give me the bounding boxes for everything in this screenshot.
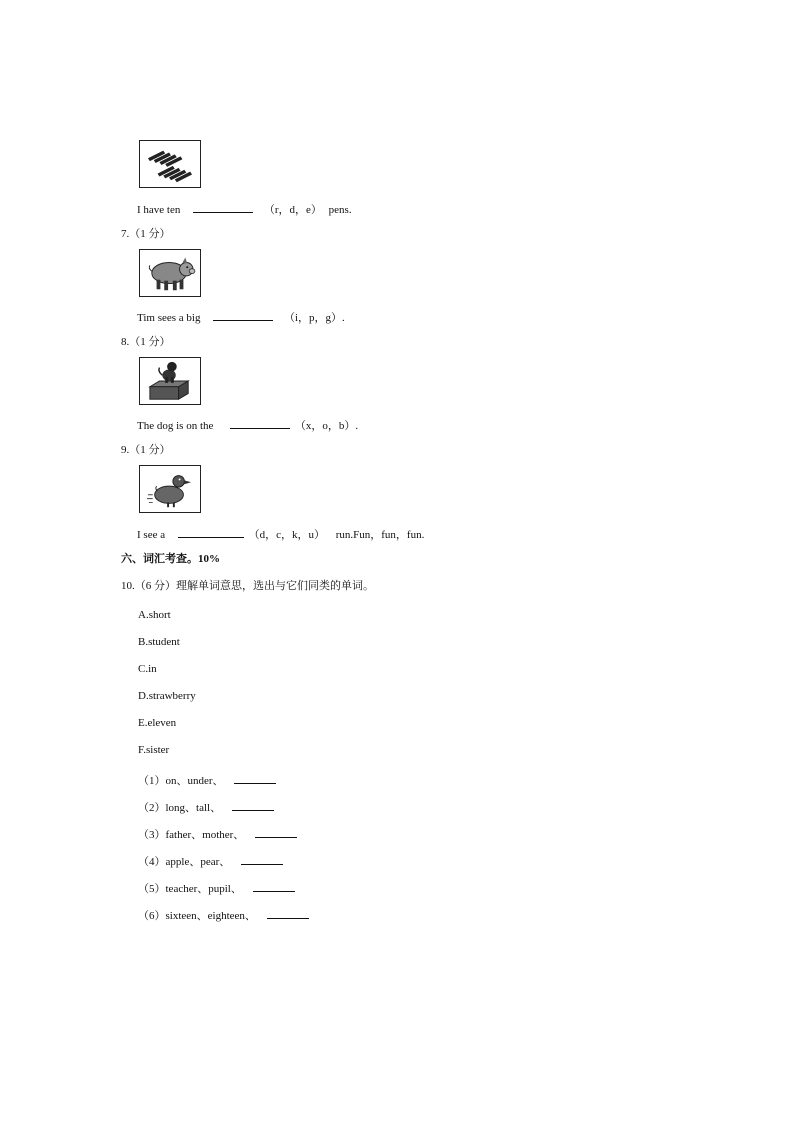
q10-item-1-text: （1）on、under、 xyxy=(138,775,224,787)
q10-item-3 xyxy=(138,825,297,842)
q10-item-5 xyxy=(138,879,295,896)
q7-number: 7.（1 分） xyxy=(121,228,171,240)
q8-number: 8.（1 分） xyxy=(121,336,171,348)
duck-picture xyxy=(139,465,201,513)
pig-picture xyxy=(139,249,201,297)
q6-answer-blank[interactable] xyxy=(193,200,253,213)
q7-hint: （i，p，g）. xyxy=(283,312,345,324)
q10-item-5-text: （5）teacher、pupil、 xyxy=(138,883,242,895)
q9-hint: （d，c，k，u） xyxy=(248,529,325,541)
q6-sentence-end: pens. xyxy=(328,204,352,216)
q10-item-2-text: （2）long、tall、 xyxy=(138,802,222,814)
q6-sentence xyxy=(137,200,352,217)
q8-answer-blank[interactable] xyxy=(230,416,290,429)
q10-number: 10.（6 分）理解单词意思，选出与它们同类的单词。 xyxy=(121,580,374,592)
pig-icon xyxy=(140,250,200,296)
dog-on-box-icon xyxy=(140,358,200,404)
q6-sentence-start: I have ten xyxy=(137,204,181,216)
q6-hint: （r，d，e） xyxy=(263,204,322,216)
q10-item-5-blank[interactable] xyxy=(253,879,295,892)
section-6-title: 六、词汇考查。10% xyxy=(121,553,220,565)
q7-sentence-start: Tim sees a big xyxy=(137,312,201,324)
q7-answer-blank[interactable] xyxy=(213,308,273,321)
duck-icon xyxy=(140,466,200,512)
q10-option-a: A.short xyxy=(138,609,171,621)
q9-sentence xyxy=(137,525,424,542)
q10-item-4-text: （4）apple、pear、 xyxy=(138,856,231,868)
q8-hint: （x，o，b）. xyxy=(294,420,359,432)
q10-item-2 xyxy=(138,798,274,815)
q10-item-1-blank[interactable] xyxy=(234,771,276,784)
dog-on-box-picture xyxy=(139,357,201,405)
q10-option-d: D.strawberry xyxy=(138,690,196,702)
q9-sentence-end: run.Fun，fun，fun. xyxy=(335,529,425,541)
q9-number: 9.（1 分） xyxy=(121,444,171,456)
q10-item-3-text: （3）father、mother、 xyxy=(138,829,245,841)
pencils-icon xyxy=(140,141,200,187)
q9-answer-blank[interactable] xyxy=(178,525,244,538)
q8-sentence-start: The dog is on the xyxy=(137,420,214,432)
q10-item-2-blank[interactable] xyxy=(232,798,274,811)
q10-item-6-text: （6）sixteen、eighteen、 xyxy=(138,910,256,922)
q8-sentence xyxy=(137,416,358,433)
q10-item-1 xyxy=(138,771,276,788)
q10-item-4-blank[interactable] xyxy=(241,852,283,865)
q10-option-b: B.student xyxy=(138,636,180,648)
q10-option-e: E.eleven xyxy=(138,717,177,729)
q7-sentence xyxy=(137,308,345,325)
q10-item-3-blank[interactable] xyxy=(255,825,297,838)
q10-item-6 xyxy=(138,906,309,923)
q10-option-c: C.in xyxy=(138,663,157,675)
pencils-picture xyxy=(139,140,201,188)
q10-option-f: F.sister xyxy=(138,744,170,756)
q10-item-6-blank[interactable] xyxy=(267,906,309,919)
q10-item-4 xyxy=(138,852,283,869)
q9-sentence-start: I see a xyxy=(137,529,166,541)
